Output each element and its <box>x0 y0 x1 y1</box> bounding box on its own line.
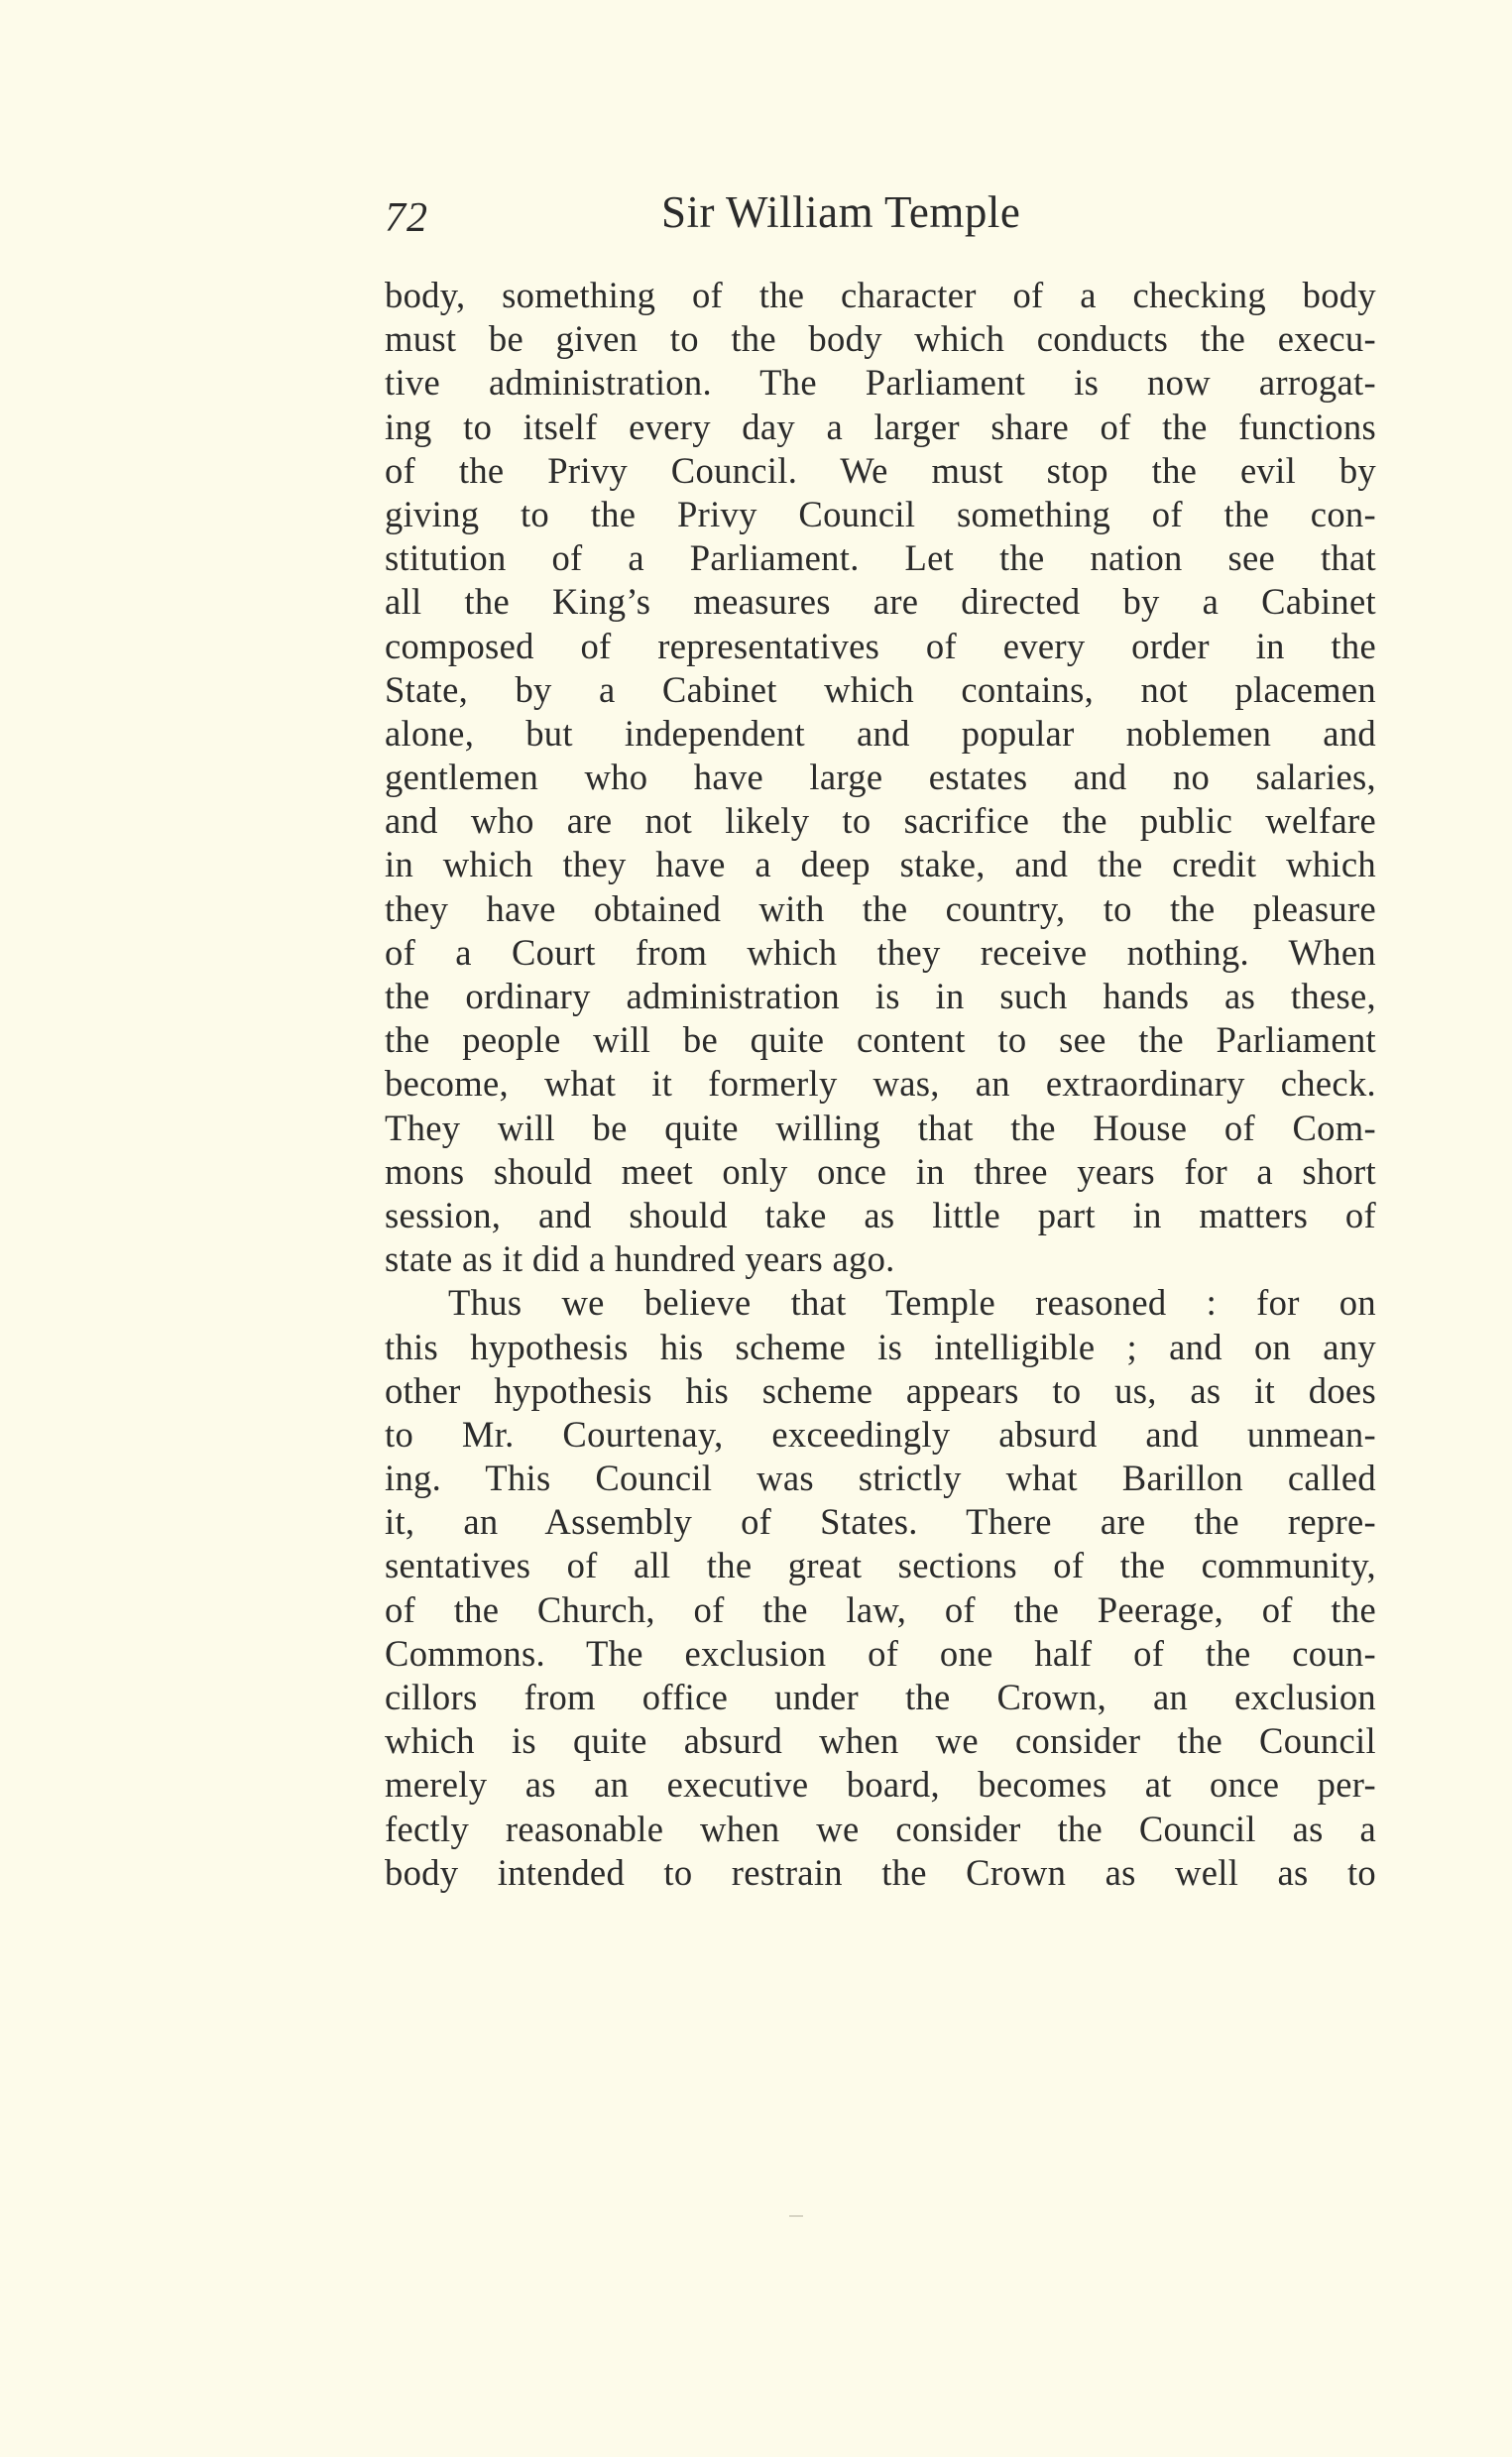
text-line: session, and should take as little part in matters of <box>385 1194 1376 1235</box>
paragraph-start-line: Thus we believe that Temple reasoned : for on <box>448 1282 1376 1324</box>
text-line: other hypothesis his scheme appears to us, as it does <box>385 1369 1376 1411</box>
body-text <box>385 274 1376 1895</box>
text-line: cillors from office under the Crown, an exclusion <box>385 1677 1376 1717</box>
text-line: They will be quite willing that the House of Com- <box>385 1107 1376 1148</box>
text-line: mons should meet only once in three years for a short <box>385 1150 1376 1192</box>
running-head <box>385 186 1376 246</box>
text-line: State, by a Cabinet which contains, not placemen <box>385 668 1376 710</box>
text-line: which is quite absurd when we consider the Council <box>385 1720 1376 1762</box>
text-line: fectly reasonable when we consider the Council as a <box>385 1808 1376 1849</box>
text-line: giving to the Privy Council something of the con- <box>385 493 1376 534</box>
text-line: must be given to the body which conducts the execu- <box>385 318 1376 360</box>
text-line: alone, but independent and popular noblemen and <box>385 712 1376 754</box>
text-line: the ordinary administration is in such hands as these, <box>385 976 1376 1016</box>
text-line: tive administration. The Parliament is now arrogat- <box>385 362 1376 404</box>
paragraph-end-line: state as it did a hundred years ago. <box>385 1238 895 1280</box>
text-line: to Mr. Courtenay, exceedingly absurd and unmean- <box>385 1413 1376 1455</box>
text-line: Commons. The exclusion of one half of the coun- <box>385 1632 1376 1674</box>
running-title: Sir William Temple <box>661 187 1021 237</box>
text-line: gentlemen who have large estates and no salaries, <box>385 757 1376 798</box>
text-line: ing. This Council was strictly what Barillon called <box>385 1458 1376 1499</box>
text-line: this hypothesis his scheme is intelligible ; and on any <box>385 1326 1376 1367</box>
text-line: of a Court from which they receive nothing. When <box>385 931 1376 973</box>
paper-blemish <box>789 2215 803 2217</box>
text-line: of the Church, of the law, of the Peerage, of the <box>385 1588 1376 1630</box>
text-line: become, what it formerly was, an extraordinary check. <box>385 1063 1376 1105</box>
page-number: 72 <box>385 195 428 241</box>
text-line: it, an Assembly of States. There are the repre- <box>385 1501 1376 1543</box>
text-line: body intended to restrain the Crown as well as to <box>385 1851 1376 1893</box>
text-line: merely as an executive board, becomes at once per- <box>385 1764 1376 1806</box>
text-line: in which they have a deep stake, and the credit which <box>385 844 1376 885</box>
text-line: sentatives of all the great sections of the community, <box>385 1545 1376 1586</box>
text-line: the people will be quite content to see the Parliament <box>385 1019 1376 1061</box>
text-line: body, something of the character of a checking body <box>385 275 1376 315</box>
text-line: all the King’s measures are directed by a Cabinet <box>385 581 1376 623</box>
text-line: stitution of a Parliament. Let the nation see that <box>385 537 1376 579</box>
text-line: and who are not likely to sacrifice the public welfare <box>385 800 1376 842</box>
text-line: composed of representatives of every order in the <box>385 625 1376 666</box>
text-line: of the Privy Council. We must stop the evil by <box>385 449 1376 491</box>
text-line: they have obtained with the country, to the pleasure <box>385 887 1376 929</box>
text-line: ing to itself every day a larger share of the functions <box>385 406 1376 447</box>
